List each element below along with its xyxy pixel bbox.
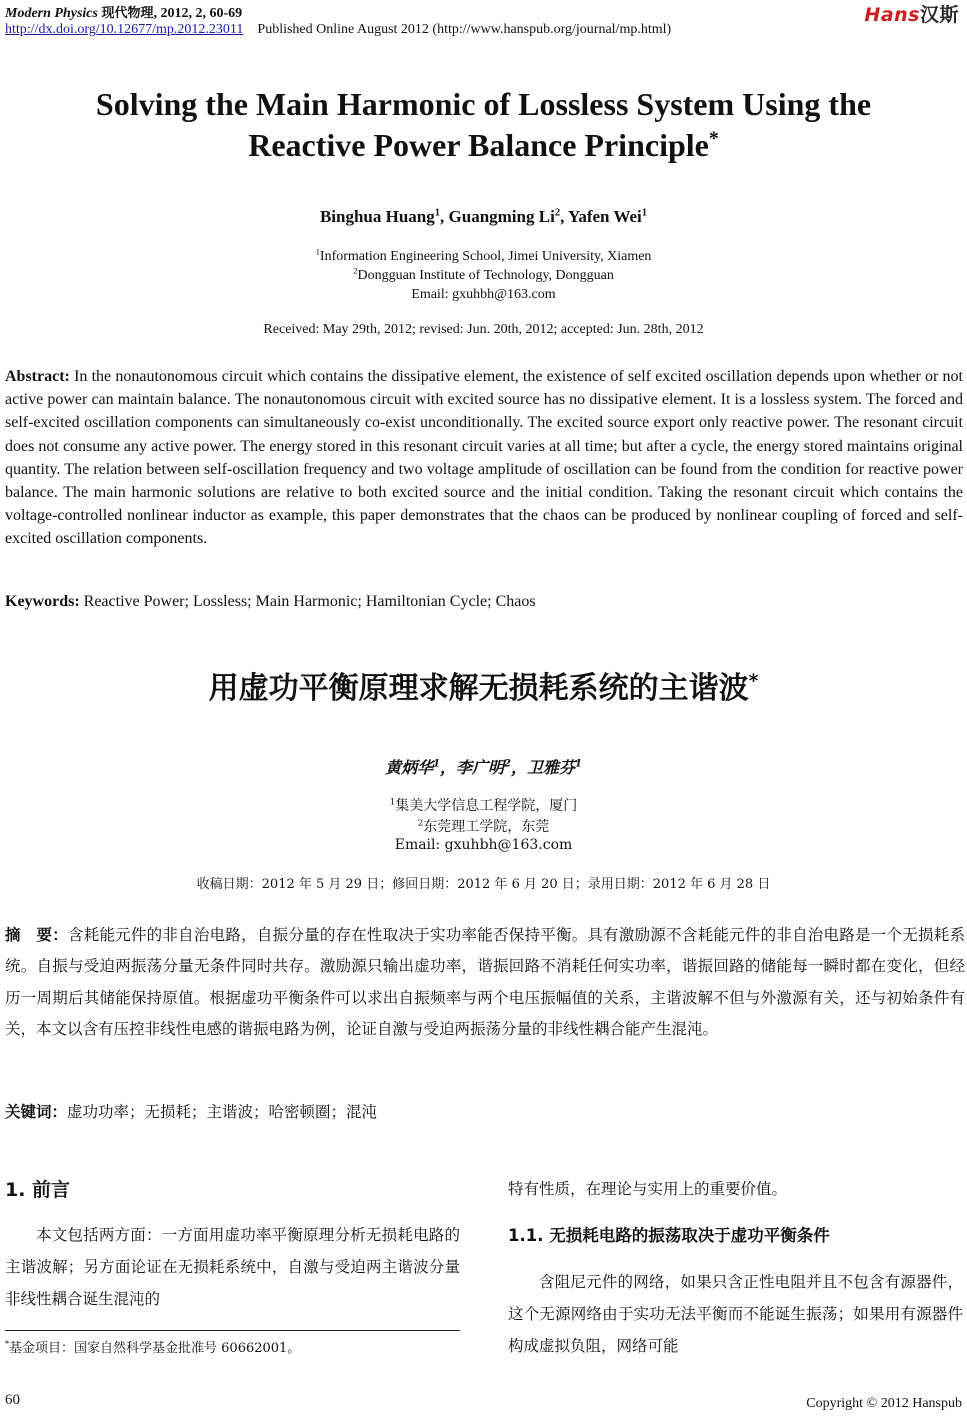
journal-name: Modern Physics [5, 6, 98, 21]
english-title [0, 84, 967, 166]
logo-latin: Hans [864, 4, 920, 26]
chinese-received-dates: 收稿日期：2012 年 5 月 29 日；修回日期：2012 年 6 月 20 日；录用日期：2012 年 6 月 28 日 [196, 877, 771, 892]
english-abstract [5, 365, 963, 551]
chinese-authors: 黄炳华$^1$，李广明$^2$，卫雅芬$^1$ [385, 758, 582, 777]
abstract-label: Abstract: [5, 368, 70, 385]
keywords-label: Keywords: [5, 593, 80, 610]
abstract-text: In the nonautonomous circuit which contains the dissipative element, the existence of self excited oscillation depends upon whether or not active power can maintain balance. The nonautonomous circuit with excited source has no dissipative element. It is a lossless system. The forced and self-excited oscillation components can simultaneously co-exist unconditionally. The excited source export only reactive power. The resonant circuit does not consume any active power. The energy stored in this resonant circuit varies at all time; but after a cycle, the energy stored maintains original quantity. The relation between self-oscillation frequency and two voltage amplitude of oscillation can be found from the condition for reactive power balance. The main harmonic solutions are relative to both excited source and the initial condition. Taking the resonant circuit which contains the voltage-controlled nonlinear inductor as example, this paper demonstrates that the chaos can be produced by nonlinear coupling of forced and self-excited oscillation components. [5, 368, 964, 548]
author-name: 李广明 [456, 758, 505, 777]
journal-header [5, 2, 242, 22]
chinese-email: Email: gxuhbh@163.com [394, 837, 573, 853]
title-line-2: Reactive Power Balance Principle* [248, 127, 719, 163]
chinese-keywords [5, 1100, 377, 1122]
author-name: 黄炳华 [385, 758, 434, 777]
received-dates: Received: May 29th, 2012; revised: Jun. 20th, 2012; accepted: Jun. 28th, 2012 [263, 322, 704, 337]
chinese-keywords-label: 关键词： [5, 1103, 68, 1121]
volume-info: , 2012, 2, 60-69 [153, 6, 243, 21]
logo-cn: 汉斯 [919, 4, 959, 26]
publication-info [5, 22, 671, 38]
english-keywords [5, 593, 963, 611]
chinese-affiliation-2: $^2$东莞理工学院，东莞 [417, 818, 550, 835]
footnote: *基金项目：国家自然科学基金批准号 60662001。 [5, 1339, 301, 1356]
section-1-title: 1. 前言 [5, 1179, 71, 1201]
author-name: 卫雅芬 [526, 758, 575, 777]
chinese-abstract [5, 920, 965, 1046]
published-online: Published Online August 2012 (http://www.hanspub.org/journal/mp.html) [257, 22, 672, 37]
keywords-text: Reactive Power; Lossless; Main Harmonic; Hamiltonian Cycle; Chaos [83, 593, 536, 610]
journal-name-cn: 现代物理 [101, 6, 154, 21]
chinese-keywords-text: 虚功功率；无损耗；主谐波；哈密顿圈；混沌 [67, 1103, 378, 1121]
chinese-title: 用虚功平衡原理求解无损耗系统的主谐波* [208, 671, 759, 706]
page-number: 60 [5, 1392, 20, 1408]
author-name: Binghua Huang [319, 207, 435, 226]
author-name: Guangming Li [448, 207, 555, 226]
affiliation-1: $^1$Information Engineering School, Jimei University, Xiamen [315, 246, 652, 264]
author-name: Yafen Wei [567, 207, 642, 226]
affiliation-2: $^2$Dongguan Institute of Technology, Dongguan [353, 265, 614, 283]
title-line-1: Solving the Main Harmonic of Lossless System Using the [95, 86, 872, 122]
chinese-abstract-text: 含耗能元件的非自治电路，自振分量的存在性取决于实功率能否保持平衡。具有激励源不含耗能元件的非自治电路是一个无损耗系统。自振与受迫两振荡分量无条件同时共存。激励源只输出虚功率，谐振回路不消耗任何实功率，谐振回路的储能每一瞬时都在变化，但经历一周期后其储能保持原值。根据虚功平衡条件可以求出自振频率与两个电压振幅值的关系，主谐波解不但与外激源有关，还与初始条件有关，本文以含有压控非线性电感的谐振电路为例，论证自激与受迫两振荡分量的非线性耦合能产生混沌。 [5, 926, 965, 1039]
title-footnote-mark: * [708, 127, 719, 150]
chinese-abstract-label: 摘 要： [5, 926, 68, 944]
doi-link[interactable]: http://dx.doi.org/10.12677/mp.2012.23011 [5, 22, 244, 37]
right-column-continuation: 特有性质，在理论与实用上的重要价值。 [508, 1180, 788, 1198]
section-1-paragraph: 本文包括两方面：一方面用虚功率平衡原理分析无损耗电路的主谐波解；另方面论证在无损耗系统中，自激与受迫两主谐波分量非线性耦合诞生混沌的 [5, 1226, 460, 1308]
english-authors: Binghua Huang$^1$, Guangming Li$^2$, Yafen Wei$^1$ [319, 207, 648, 226]
title-footnote-mark: * [748, 671, 759, 692]
chinese-affiliation-1: $^1$集美大学信息工程学院，厦门 [389, 797, 578, 814]
subsection-1-1-paragraph: 含阻尼元件的网络，如果只含正性电阻并且不包含有源器件，这个无源网络由于实功无法平衡而不能诞生振荡；如果用有源器件构成虚拟负阻，网络可能 [508, 1273, 963, 1355]
publisher-logo [864, 0, 959, 27]
copyright: Copyright © 2012 Hanspub [806, 1396, 962, 1411]
footnote-rule [5, 1330, 460, 1331]
subsection-1-1-title: 1.1. 无损耗电路的振荡取决于虚功平衡条件 [508, 1226, 830, 1245]
email: Email: gxuhbh@163.com [411, 287, 556, 302]
